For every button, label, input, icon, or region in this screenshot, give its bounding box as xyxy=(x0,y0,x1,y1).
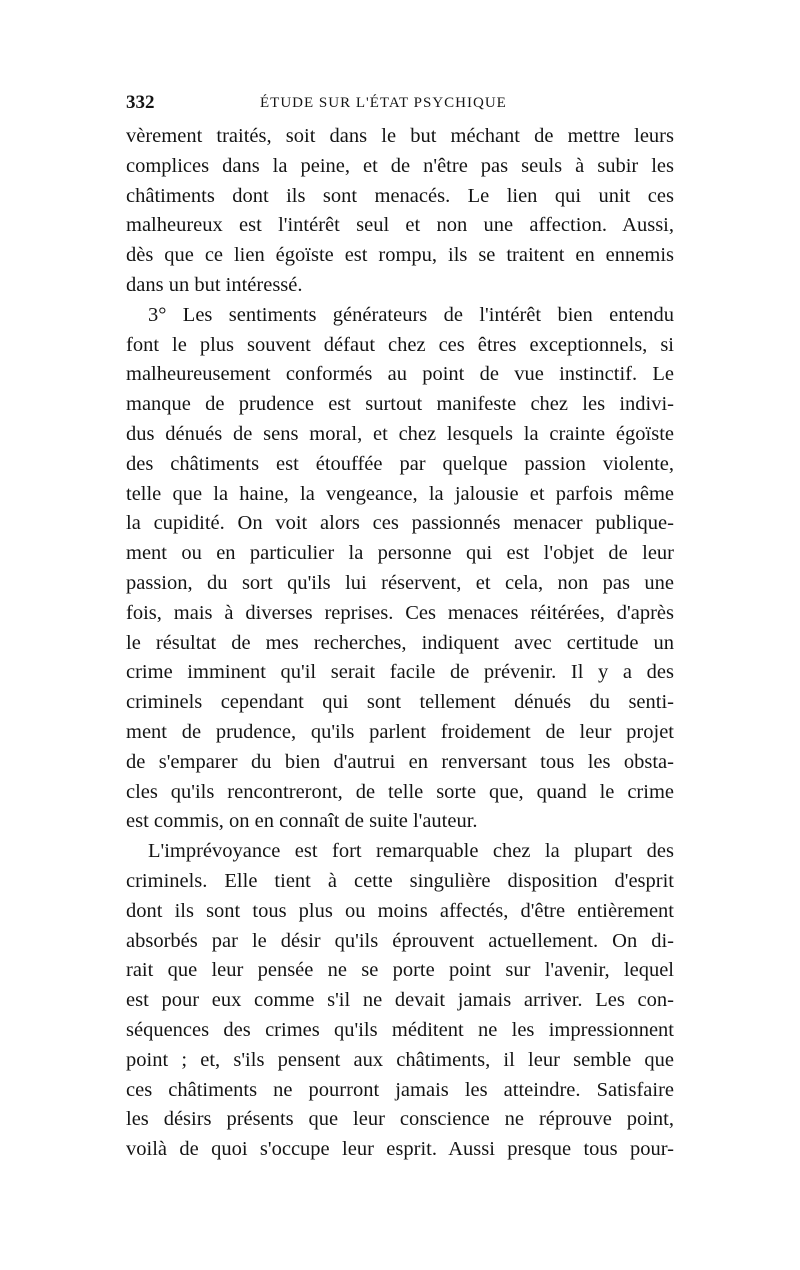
text-line: font le plus souvent défaut chez ces êtres exceptionnels, si xyxy=(126,333,674,356)
text-line: séquences des crimes qu'ils méditent ne les impressionnent xyxy=(126,1018,674,1041)
text-line: L'imprévoyance est fort remarquable chez la plupart des xyxy=(148,840,674,863)
running-head xyxy=(126,92,674,122)
paragraph xyxy=(126,837,674,1165)
text-line: point ; et, s'ils pensent aux châtiments, il leur semble que xyxy=(126,1048,674,1071)
text-line: le résultat de mes recherches, indiquent avec certitude un xyxy=(126,631,674,654)
text-line: passion, du sort qu'ils lui réservent, et cela, non pas une xyxy=(126,571,674,594)
body-text xyxy=(126,122,674,1165)
text-line: telle que la haine, la vengeance, la jalousie et parfois même xyxy=(126,482,674,505)
paragraph xyxy=(126,122,674,301)
text-line: ment de prudence, qu'ils parlent froidement de leur projet xyxy=(126,720,674,743)
text-line: malheureusement conformés au point de vue instinctif. Le xyxy=(126,363,674,386)
text-line: manque de prudence est surtout manifeste chez les indivi- xyxy=(126,393,674,416)
text-line: rait que leur pensée ne se porte point sur l'avenir, lequel xyxy=(126,959,674,982)
text-line: châtiments dont ils sont menacés. Le lien qui unit ces xyxy=(126,184,674,207)
text-line: criminels cependant qui sont tellement dénués du senti- xyxy=(126,691,674,714)
text-line: criminels. Elle tient à cette singulière disposition d'esprit xyxy=(126,869,674,892)
text-line: ment ou en particulier la personne qui est l'objet de leur xyxy=(126,542,674,565)
text-line: de s'emparer du bien d'autrui en renversant tous les obsta- xyxy=(126,750,674,773)
text-line: des châtiments est étouffée par quelque passion violente, xyxy=(126,452,674,475)
text-line: vèrement traités, soit dans le but méchant de mettre leurs xyxy=(126,125,674,147)
text-line: dans un but intéressé. xyxy=(126,273,303,296)
text-line: ces châtiments ne pourront jamais les atteindre. Satisfaire xyxy=(126,1078,674,1101)
text-line: absorbés par le désir qu'ils éprouvent actuellement. On di- xyxy=(126,929,674,952)
running-title: ÉTUDE SUR L'ÉTAT PSYCHIQUE xyxy=(260,95,507,111)
book-page xyxy=(126,92,674,1165)
text-line: 3° Les sentiments générateurs de l'intérêt bien entendu xyxy=(148,303,674,326)
paragraph xyxy=(126,301,674,837)
text-line: dont ils sont tous plus ou moins affectés, d'être entièrement xyxy=(126,899,674,922)
text-line: est pour eux comme s'il ne devait jamais arriver. Les con- xyxy=(126,989,674,1012)
text-line: dès que ce lien égoïste est rompu, ils se traitent en ennemis xyxy=(126,244,674,267)
text-line: fois, mais à diverses reprises. Ces menaces réitérées, d'après xyxy=(126,601,674,624)
text-line: malheureux est l'intérêt seul et non une affection. Aussi, xyxy=(126,214,674,237)
text-line: crime imminent qu'il serait facile de prévenir. Il y a des xyxy=(126,661,674,684)
text-line: voilà de quoi s'occupe leur esprit. Aussi presque tous pour- xyxy=(126,1138,674,1161)
text-line: est commis, on en connaît de suite l'auteur. xyxy=(126,810,478,833)
text-line: la cupidité. On voit alors ces passionnés menacer publique- xyxy=(126,512,674,535)
text-line: cles qu'ils rencontreront, de telle sorte que, quand le crime xyxy=(126,780,674,803)
text-line: dus dénués de sens moral, et chez lesquels la crainte égoïste xyxy=(126,422,674,445)
text-line: complices dans la peine, et de n'être pas seuls à subir les xyxy=(126,154,674,177)
page-number: 332 xyxy=(126,92,155,113)
text-line: les désirs présents que leur conscience ne réprouve point, xyxy=(126,1108,674,1131)
